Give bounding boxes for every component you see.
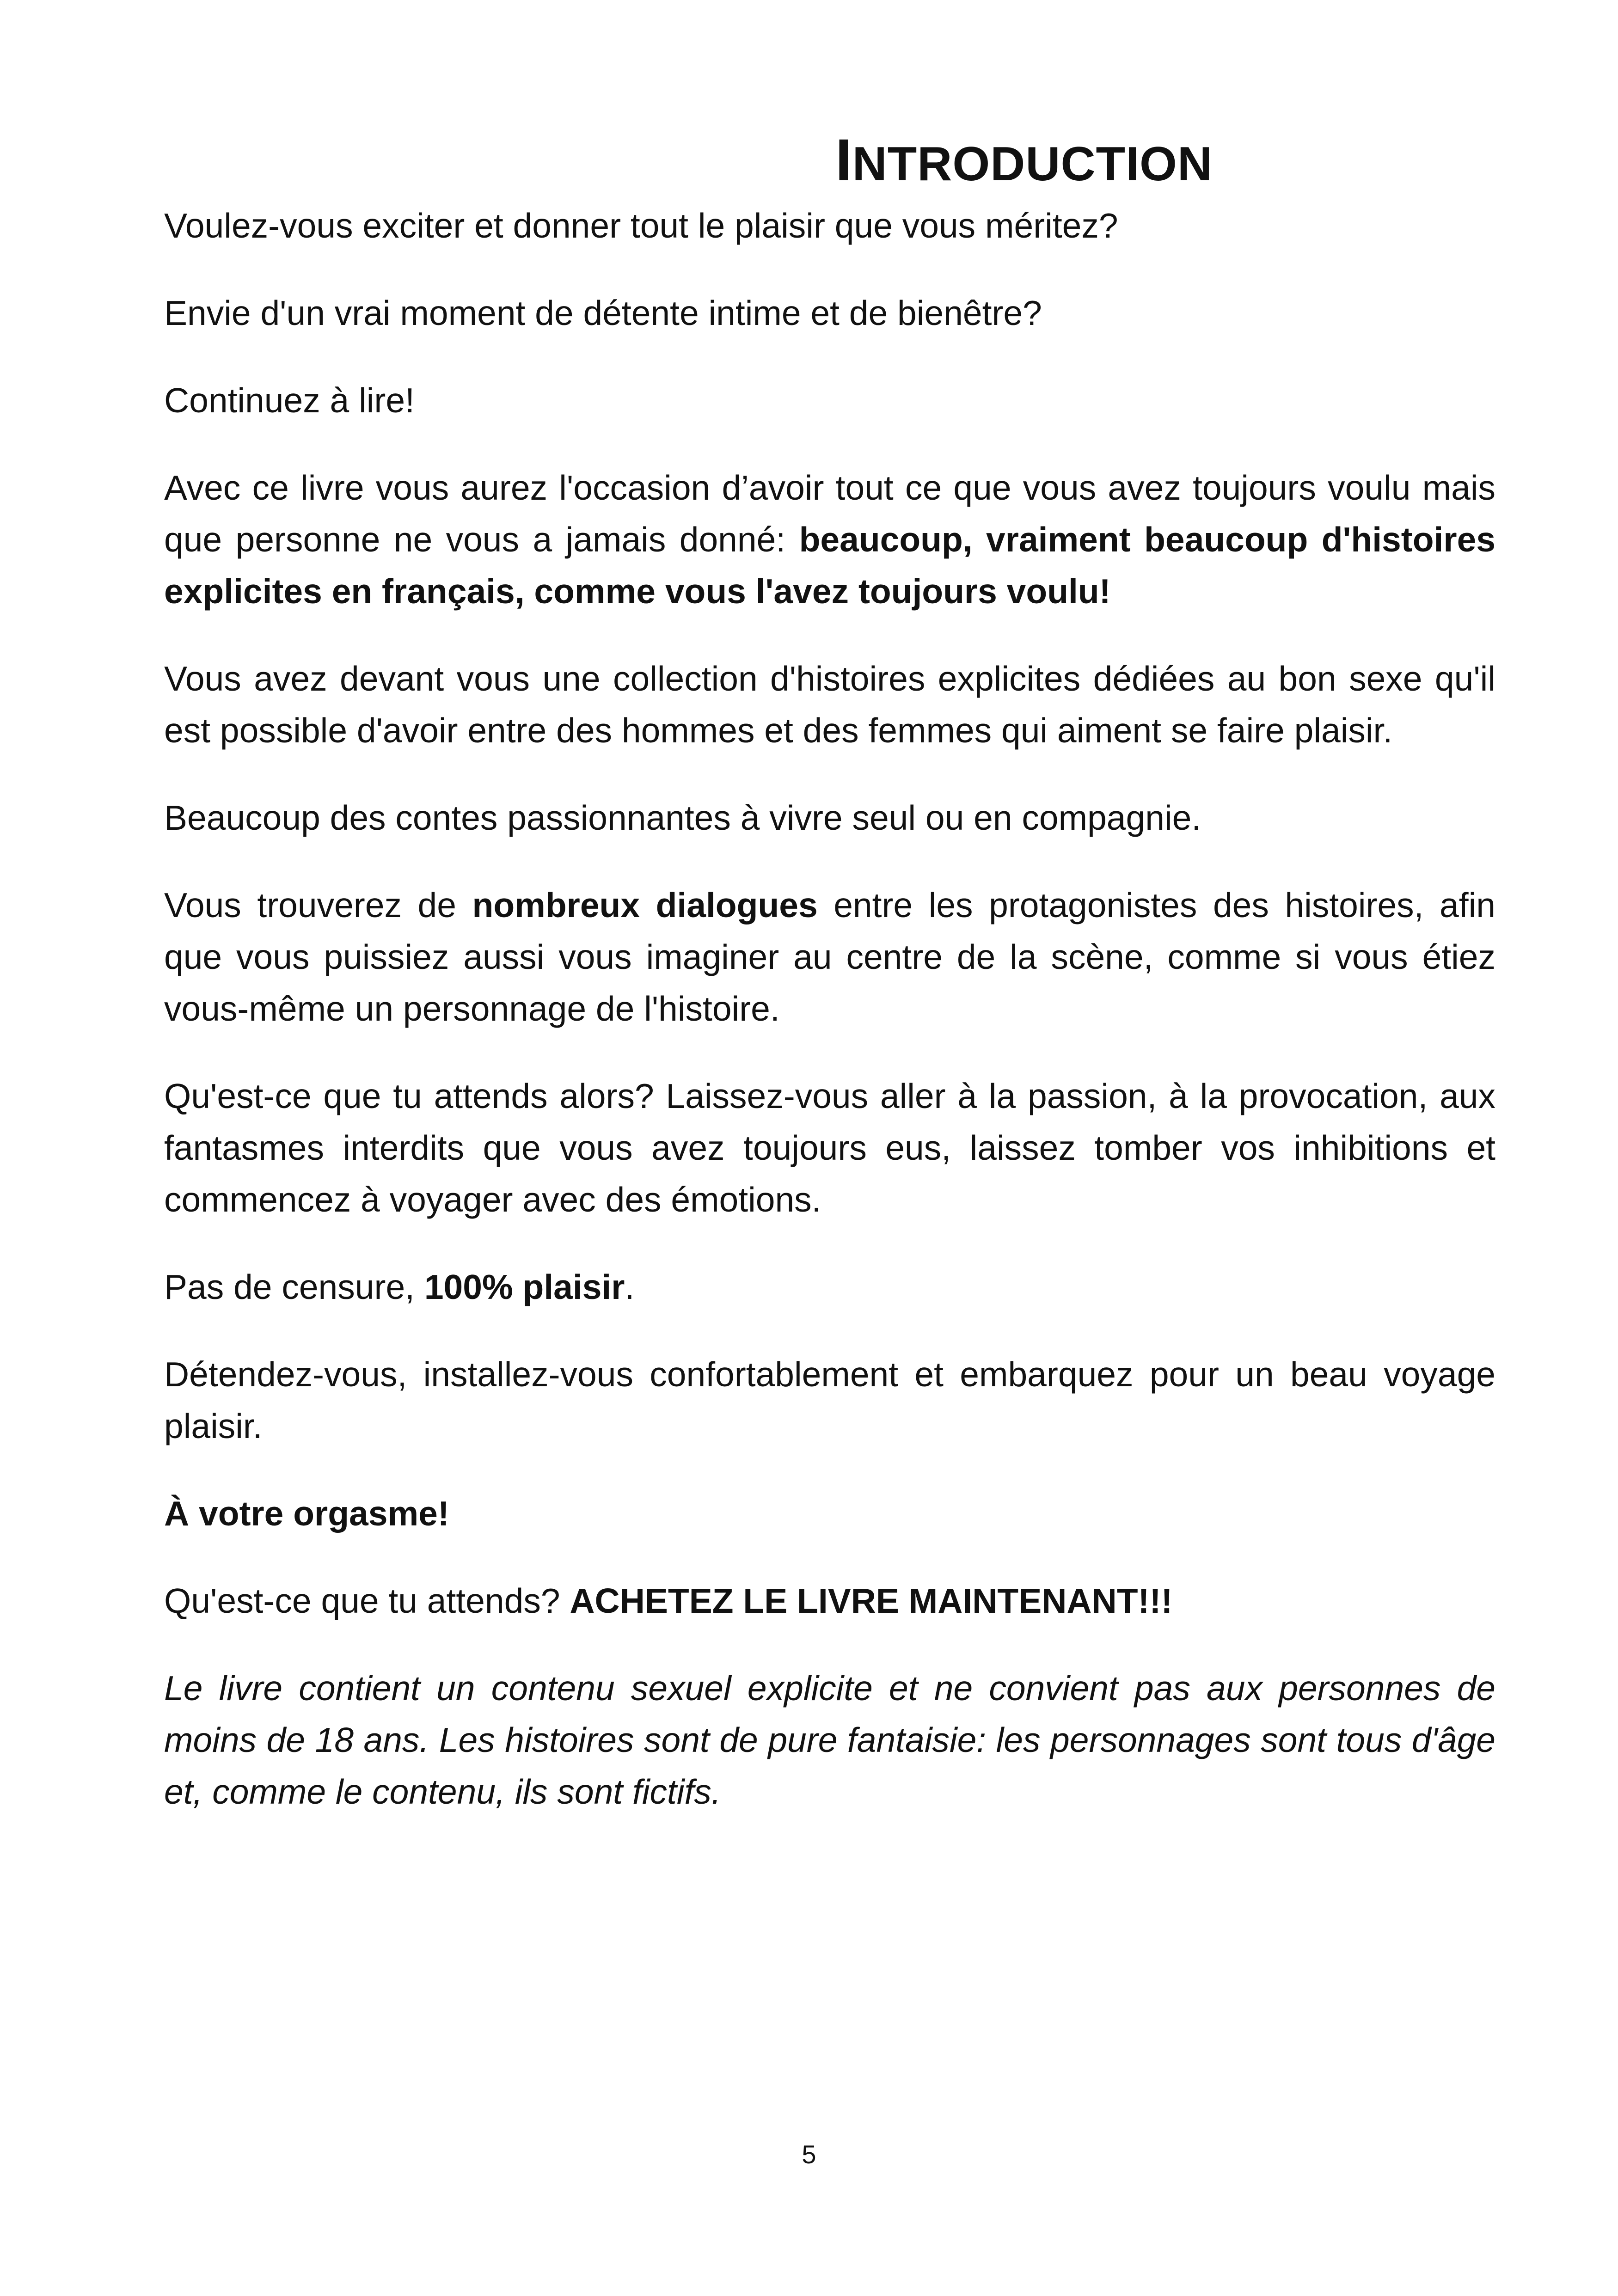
paragraph-2: Envie d'un vrai moment de détente intime et de bienêtre?: [164, 293, 1042, 332]
paragraph-11-bold: À votre orgasme!: [164, 1494, 449, 1533]
paragraph-7: [164, 879, 1495, 1035]
paragraph-12-text: Qu'est-ce que tu attends?: [164, 1581, 570, 1620]
paragraph-9-text-a: Pas de censure,: [164, 1267, 424, 1306]
paragraph-13-disclaimer: [164, 1662, 1495, 1818]
paragraph-7-text-a: Vous trouverez de: [164, 885, 472, 925]
paragraph-4: [164, 462, 1495, 617]
paragraph-7-text-c: entre les protagonistes des histoires, afin que vous puissiez aussi vous imaginer au centre de la scène, comme si vous étiez vous-même un personnage de l'histoire.: [164, 885, 1495, 1028]
page-title: [580, 125, 1468, 196]
paragraph-4-bold: beaucoup, vraiment beaucoup d'histoires explicites en français, comme vous l'avez toujours voulu!: [164, 520, 1495, 611]
document-page: [164, 125, 1495, 1853]
paragraph-6: Beaucoup des contes passionnantes à vivre seul ou en compagnie.: [164, 798, 1201, 837]
paragraph-9-bold: 100% plaisir: [424, 1267, 625, 1306]
paragraph-7-bold: nombreux dialogues: [472, 885, 818, 925]
paragraph-12-bold: ACHETEZ LE LIVRE MAINTENANT!!!: [570, 1581, 1173, 1620]
paragraph-9: [164, 1261, 1495, 1313]
paragraph-8: Qu'est-ce que tu attends alors? Laissez-vous aller à la passion, à la provocation, aux fantasmes interdits que vous avez toujours eus, laissez tomber vos inhibitions et commencez à voyager avec des émotions.: [164, 1076, 1495, 1219]
paragraph-3: Continuez à lire!: [164, 380, 415, 420]
paragraph-9-text-c: .: [625, 1267, 635, 1306]
page-number: 5: [802, 2140, 816, 2169]
disclaimer-italic: Le livre contient un contenu sexuel explicite et ne convient pas aux personnes de moins de 18 ans. Les histoires sont de pure fantaisie: les personnages sont tous d'âge et, comme le contenu, ils sont fictifs.: [164, 1668, 1495, 1811]
paragraph-5: Vous avez devant vous une collection d'histoires explicites dédiées au bon sexe qu'il est possible d'avoir entre des hommes et des femmes qui aiment se faire plaisir.: [164, 659, 1495, 750]
paragraph-1: Voulez-vous exciter et donner tout le plaisir que vous méritez?: [164, 206, 1118, 245]
paragraph-12: [164, 1575, 1495, 1627]
paragraph-11: [164, 1488, 1495, 1539]
title-first-letter: I: [835, 127, 852, 193]
paragraph-4-text: Avec ce livre vous aurez l'occasion d’avoir tout ce que vous avez toujours voulu mais que personne ne vous a jamais donné:: [164, 468, 1495, 559]
title-rest: NTRODUCTION: [852, 137, 1213, 191]
paragraph-10: Détendez-vous, installez-vous confortablement et embarquez pour un beau voyage plaisir.: [164, 1354, 1495, 1445]
